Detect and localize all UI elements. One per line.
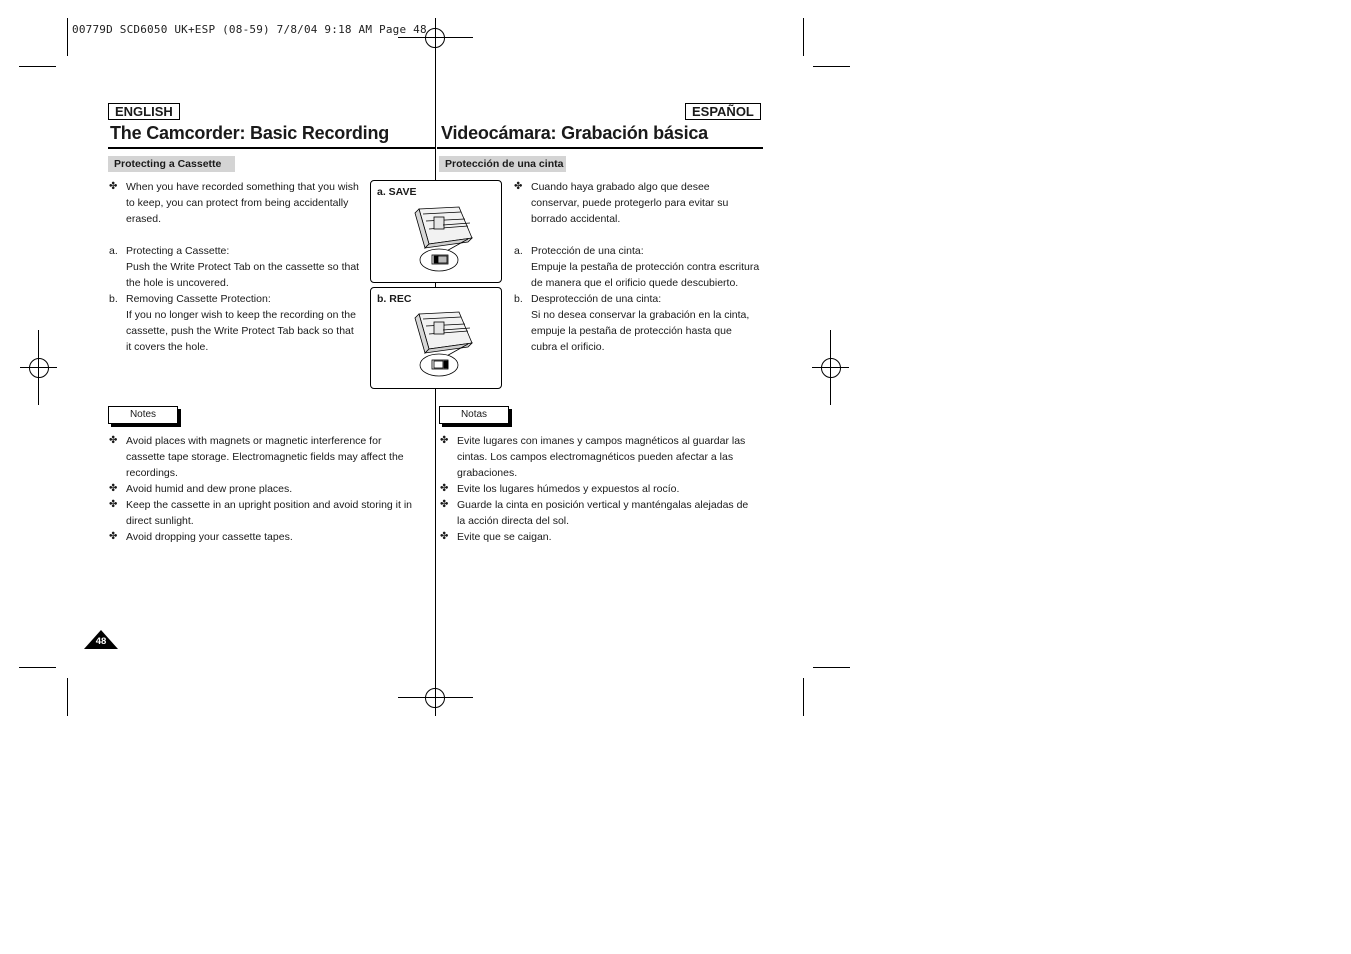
bullet-icon: ✤ [109, 499, 118, 510]
crop-mark [67, 18, 68, 56]
english-step-a [109, 243, 361, 291]
note-text: Evite que se caigan. [457, 531, 552, 543]
crop-mark [813, 66, 850, 67]
english-intro-text: When you have recorded something that you wish to keep, you can protect from being accidentally erased. [126, 181, 359, 225]
note-text: Avoid humid and dew prone places. [126, 483, 293, 495]
step-heading: Desprotección de una cinta: [531, 293, 662, 305]
crop-mark [803, 18, 804, 56]
note-text: Avoid dropping your cassette tapes. [126, 531, 293, 543]
spanish-instructions [514, 179, 760, 355]
crop-mark [803, 678, 804, 716]
list-item [440, 497, 756, 529]
bullet-icon: ✤ [440, 483, 449, 494]
list-item [440, 529, 756, 545]
bullet-icon: ✤ [109, 531, 118, 542]
bullet-icon: ✤ [109, 181, 118, 192]
bullet-icon: ✤ [109, 435, 118, 446]
registration-circle [821, 358, 841, 378]
note-text: Keep the cassette in an upright position and avoid storing it in direct sunlight. [126, 499, 413, 527]
step-heading: Removing Cassette Protection: [126, 293, 271, 305]
list-item [440, 481, 756, 497]
crop-mark [19, 667, 56, 668]
list-item [109, 529, 419, 545]
note-text: Guarde la cinta en posición vertical y manténgalas alejadas de la acción directa del sol. [457, 499, 749, 527]
bullet-icon: ✤ [440, 435, 449, 446]
bullet-icon: ✤ [514, 181, 523, 192]
figure-save [370, 180, 502, 283]
step-heading: Protecting a Cassette: [126, 245, 230, 257]
english-notes-tab: Notes [108, 406, 178, 424]
crop-mark [19, 66, 56, 67]
english-subsection: Protecting a Cassette [108, 156, 235, 172]
english-intro-item [109, 179, 361, 227]
english-title-rule [108, 147, 435, 149]
spanish-intro-text: Cuando haya grabado algo que desee conservar, puede protegerlo para evitar su borrado accidental. [531, 181, 729, 225]
note-text: Avoid places with magnets or magnetic interference for cassette tape storage. Electromagnetic fields may affect the recordings. [126, 435, 404, 479]
step-text: Si no desea conservar la grabación en la cinta, empuje la pestaña de protección hasta que cubra el orificio. [531, 309, 750, 353]
print-header: 00779D SCD6050 UK+ESP (08-59) 7/8/04 9:18 AM Page 48 [72, 23, 427, 36]
cassette-save-icon [371, 181, 501, 282]
spanish-title: Videocámara: Grabación básica [441, 123, 708, 143]
bullet-icon: ✤ [440, 499, 449, 510]
spanish-step-a [514, 243, 760, 291]
step-letter: a. [514, 245, 523, 257]
list-item [109, 433, 419, 481]
step-text: If you no longer wish to keep the recording on the cassette, push the Write Protect Tab back so that it covers the hole. [126, 309, 356, 353]
step-heading: Protección de una cinta: [531, 245, 644, 257]
list-item [109, 481, 419, 497]
list-item [109, 497, 419, 529]
crop-mark [67, 678, 68, 716]
list-item [440, 433, 756, 481]
spanish-notes [440, 433, 756, 545]
step-text: Push the Write Protect Tab on the cassette so that the hole is uncovered. [126, 261, 360, 289]
english-title: The Camcorder: Basic Recording [110, 123, 390, 143]
figure-save-label: a. SAVE [377, 186, 417, 198]
bullet-icon: ✤ [109, 483, 118, 494]
step-letter: b. [514, 293, 523, 305]
page-number: 48 [95, 636, 107, 647]
spanish-intro-item [514, 179, 760, 227]
english-step-b [109, 291, 361, 355]
english-notes [109, 433, 419, 545]
bullet-icon: ✤ [440, 531, 449, 542]
step-letter: a. [109, 245, 118, 257]
step-letter: b. [109, 293, 118, 305]
note-text: Evite los lugares húmedos y expuestos al rocío. [457, 483, 680, 495]
figure-rec [370, 287, 502, 389]
figure-rec-label: b. REC [377, 293, 412, 305]
note-text: Evite lugares con imanes y campos magnéticos al guardar las cintas. Los campos electromagnéticos pueden afectar a las grabaciones. [457, 435, 746, 479]
spanish-step-b [514, 291, 760, 355]
spanish-subsection: Protección de una cinta [439, 156, 566, 172]
crop-mark [813, 667, 850, 668]
registration-circle [29, 358, 49, 378]
spanish-notes-tab: Notas [439, 406, 509, 424]
spanish-title-rule [437, 147, 763, 149]
spanish-lang-tag: ESPAÑOL [685, 103, 761, 120]
step-text: Empuje la pestaña de protección contra escritura de manera que el orificio quede descubierto. [531, 261, 760, 289]
english-lang-tag: ENGLISH [108, 103, 180, 120]
english-instructions [109, 179, 361, 355]
cassette-rec-icon [371, 288, 501, 388]
